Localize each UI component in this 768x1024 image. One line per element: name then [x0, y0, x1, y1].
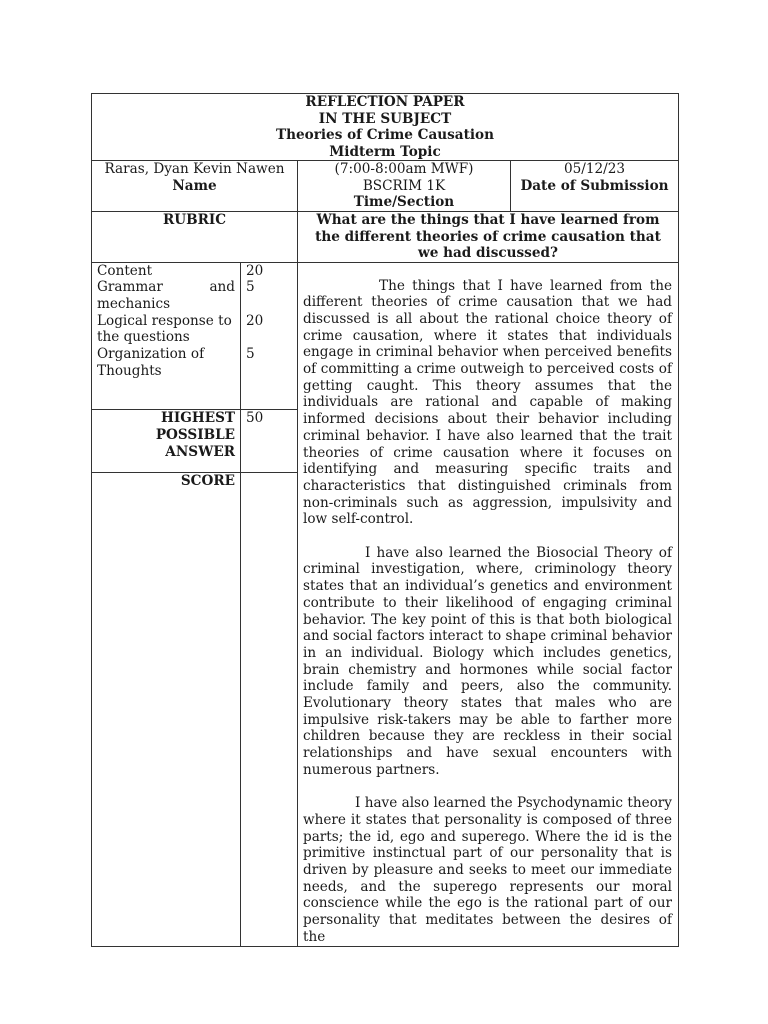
title-block — [92, 94, 679, 161]
criterion-logical: Logical response to the questions — [97, 312, 232, 346]
term-title: Midterm Topic — [329, 143, 441, 160]
points-logical: 20 — [246, 312, 264, 329]
points-content: 20 — [246, 262, 264, 279]
subject-title: Theories of Crime Causation — [276, 127, 494, 143]
points-grammar: 5 — [246, 279, 255, 296]
score-label: SCORE — [92, 472, 241, 946]
answer-paragraph-3: I have also learned the Psychodynamic theory where it states that personality is composed of three parts; the id, ego and superego. Where the id is the primitive instinctual part of our personality that is driven by pleasure and seeks to meet our immediate needs, and the superego represents our moral conscience while the ego is the rational part of our personality that meditates between the desires of the — [303, 795, 672, 945]
highest-possible-value: 50 — [241, 410, 298, 473]
reflection-question: What are the things that I have learned from the different theories of crime causation that we had discussed? — [298, 212, 679, 263]
student-name: Raras, Dyan Kevin Nawen — [104, 161, 285, 177]
criterion-content: Content — [97, 262, 153, 279]
time-section-cell — [298, 161, 511, 212]
criterion-organization: Organization of Thoughts — [97, 346, 205, 379]
submission-date: 05/12/23 — [563, 161, 626, 177]
answer-paragraph-2: I have also learned the Biosocial Theory of criminal investigation, where, criminology theory states that an individual’s genetics and environment contribute to their likelihood of engaging criminal behavior. The key point of this is that both biological and social factors interact to shape criminal behavior in an individual. Biology which includes genetics, brain chemistry and hormones while social factor include family and peers, also the community. Evolutionary theory states that males who are impulsive risk-takers may be able to farther more children because they are reckless in their social relationships and have sexual encounters with numerous partners. — [303, 544, 672, 778]
criterion-grammar-line1: Grammar and — [97, 279, 235, 296]
name-label: Name — [172, 177, 217, 194]
date-label: Date of Submission — [520, 177, 669, 194]
points-organization: 5 — [246, 345, 255, 362]
reflection-answer — [298, 262, 679, 946]
rubric-points — [241, 262, 298, 410]
title-line-2: IN THE SUBJECT — [318, 110, 452, 127]
highest-possible-label: HIGHEST POSSIBLE ANSWER — [92, 410, 241, 473]
class-time: (7:00-8:00am MWF) — [334, 161, 474, 177]
criterion-grammar-line2: mechanics — [97, 295, 171, 312]
rubric-label: RUBRIC — [92, 212, 298, 263]
date-cell — [511, 161, 679, 212]
rubric-criteria — [92, 262, 241, 410]
time-section-label: Time/Section — [353, 194, 455, 210]
name-cell — [92, 161, 298, 212]
answer-paragraph-1: The things that I have learned from the different theories of crime causation that we had discussed is all about the rational choice theory of crime causation, where it states that individuals engage in criminal behavior when perceived benefits of committing a crime outweigh to perceived costs of getting caught. This theory assumes that the individuals are rational and capable of making informed decisions about their behavior including criminal behavior. I have also learned that the trait theories of crime causation where it focuses on identifying and measuring specific traits and characteristics that distinguished criminals from non-criminals such as aggression, impulsivity and low self-control. — [303, 277, 672, 528]
title-line-1: REFLECTION PAPER — [305, 94, 465, 110]
reflection-paper-table — [91, 93, 679, 947]
score-value — [241, 472, 298, 946]
class-section: BSCRIM 1K — [362, 177, 446, 194]
